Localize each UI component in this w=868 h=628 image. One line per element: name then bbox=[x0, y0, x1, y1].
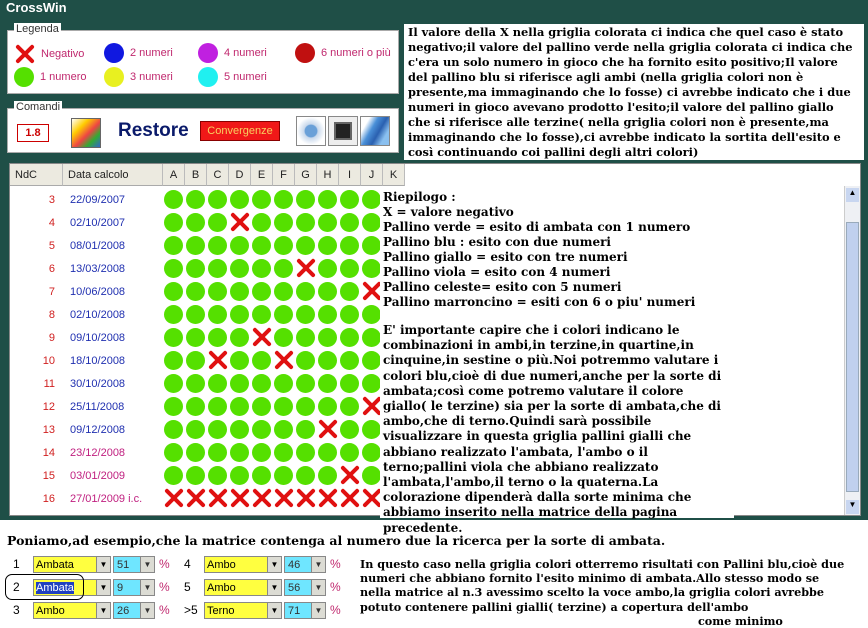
matrix-index: 5 bbox=[184, 580, 191, 594]
legend-label: 1 numero bbox=[40, 71, 87, 83]
legend-label: 2 numeri bbox=[130, 47, 173, 59]
green-dot-icon bbox=[296, 397, 315, 416]
green-dot-icon bbox=[208, 305, 227, 324]
green-dot-icon bbox=[164, 374, 183, 393]
negative-x-icon bbox=[207, 487, 229, 509]
negative-x-icon bbox=[251, 487, 273, 509]
selection-highlight bbox=[5, 574, 84, 600]
green-dot-icon bbox=[274, 282, 293, 301]
riepilogo-box bbox=[380, 188, 734, 535]
color-dot-icon bbox=[295, 43, 315, 63]
value-number: 26 bbox=[117, 604, 130, 617]
green-dot-icon bbox=[274, 213, 293, 232]
sorte-select[interactable] bbox=[33, 556, 111, 573]
green-dot-icon bbox=[318, 328, 337, 347]
column-header[interactable]: F bbox=[273, 164, 295, 186]
green-dot-icon bbox=[362, 190, 381, 209]
row-date: 18/10/2008 bbox=[70, 354, 126, 367]
row-date: 13/03/2008 bbox=[70, 262, 126, 275]
value-select[interactable] bbox=[284, 602, 326, 619]
chevron-down-icon[interactable]: ▼ bbox=[311, 557, 325, 572]
green-dot-icon bbox=[362, 420, 381, 439]
sorte-value: Ambata bbox=[36, 581, 74, 594]
matrix-index: 3 bbox=[13, 603, 20, 617]
riepilogo-line: Pallino blu : esito con due numeri bbox=[383, 235, 611, 249]
negative-x-icon bbox=[273, 349, 295, 371]
green-dot-icon bbox=[252, 190, 271, 209]
chevron-down-icon[interactable]: ▼ bbox=[96, 580, 110, 595]
green-dot-icon bbox=[296, 443, 315, 462]
negative-x-icon bbox=[295, 257, 317, 279]
matrix-index: >5 bbox=[184, 603, 198, 617]
row-number: 8 bbox=[48, 308, 55, 321]
value-number: 71 bbox=[288, 604, 301, 617]
sorte-select[interactable] bbox=[204, 602, 282, 619]
sorte-value: Ambata bbox=[36, 558, 74, 571]
green-dot-icon bbox=[274, 420, 293, 439]
chevron-down-icon[interactable]: ▼ bbox=[311, 580, 325, 595]
green-dot-icon bbox=[252, 236, 271, 255]
riepilogo-line: Pallino giallo = esito con tre numeri bbox=[383, 250, 628, 264]
green-dot-icon bbox=[340, 259, 359, 278]
value-number: 51 bbox=[117, 558, 130, 571]
green-dot-icon bbox=[208, 236, 227, 255]
row-number: 13 bbox=[42, 423, 55, 436]
legend-item bbox=[198, 67, 267, 87]
percent-sign: % bbox=[330, 580, 341, 594]
value-select[interactable] bbox=[113, 556, 155, 573]
green-dot-icon bbox=[164, 305, 183, 324]
row-date: 09/12/2008 bbox=[70, 423, 126, 436]
value-select[interactable] bbox=[113, 579, 155, 596]
green-dot-icon bbox=[164, 397, 183, 416]
row-date: 27/01/2009 i.c. bbox=[70, 492, 143, 505]
green-dot-icon bbox=[318, 374, 337, 393]
green-dot-icon bbox=[164, 420, 183, 439]
green-dot-icon bbox=[186, 236, 205, 255]
riepilogo-line: Pallino marroncino = esiti con 6 o piu' numeri bbox=[383, 295, 696, 309]
green-dot-icon bbox=[318, 466, 337, 485]
comandi-title: Comandi bbox=[16, 101, 61, 113]
chevron-down-icon[interactable]: ▼ bbox=[311, 603, 325, 618]
negative-x-icon bbox=[229, 487, 251, 509]
green-dot-icon bbox=[340, 351, 359, 370]
green-dot-icon bbox=[208, 397, 227, 416]
row-date: 25/11/2008 bbox=[70, 400, 125, 413]
green-dot-icon bbox=[208, 328, 227, 347]
green-dot-icon bbox=[252, 213, 271, 232]
sorte-select[interactable] bbox=[204, 579, 282, 596]
green-dot-icon bbox=[252, 282, 271, 301]
green-dot-icon bbox=[230, 420, 249, 439]
green-dot-icon bbox=[318, 397, 337, 416]
green-dot-icon bbox=[340, 420, 359, 439]
column-header[interactable]: H bbox=[317, 164, 339, 186]
negative-x-icon bbox=[317, 418, 339, 440]
row-date: 08/01/2008 bbox=[70, 239, 126, 252]
row-number: 10 bbox=[42, 354, 55, 367]
color-dot-icon bbox=[198, 67, 218, 87]
row-number: 16 bbox=[42, 492, 55, 505]
save-icon[interactable] bbox=[328, 116, 358, 146]
green-dot-icon bbox=[186, 328, 205, 347]
green-dot-icon bbox=[296, 328, 315, 347]
green-dot-icon bbox=[230, 374, 249, 393]
green-dot-icon bbox=[318, 282, 337, 301]
row-number: 14 bbox=[42, 446, 55, 459]
negative-x-icon bbox=[207, 349, 229, 371]
column-header[interactable]: E bbox=[251, 164, 273, 186]
green-dot-icon bbox=[252, 259, 271, 278]
riepilogo-line: X = valore negativo bbox=[383, 205, 514, 219]
green-dot-icon bbox=[318, 190, 337, 209]
matrix-index: 1 bbox=[13, 557, 20, 571]
value-select[interactable] bbox=[284, 556, 326, 573]
grid-scrollbar[interactable]: ▲ ▼ bbox=[844, 186, 860, 516]
green-dot-icon bbox=[362, 305, 381, 324]
sorte-value: Ambo bbox=[207, 581, 236, 594]
green-dot-icon bbox=[186, 351, 205, 370]
green-dot-icon bbox=[164, 259, 183, 278]
green-dot-icon bbox=[186, 305, 205, 324]
green-dot-icon bbox=[186, 420, 205, 439]
riepilogo-line: Pallino verde = esito di ambata con 1 numero bbox=[383, 220, 691, 234]
green-dot-icon bbox=[340, 443, 359, 462]
chevron-down-icon[interactable]: ▼ bbox=[96, 603, 110, 618]
final-tail: come minimo bbox=[698, 614, 783, 628]
green-dot-icon bbox=[164, 190, 183, 209]
green-dot-icon bbox=[318, 259, 337, 278]
row-number: 3 bbox=[48, 193, 55, 206]
green-dot-icon bbox=[230, 305, 249, 324]
green-dot-icon bbox=[362, 443, 381, 462]
color-dot-icon bbox=[198, 43, 218, 63]
sorte-value: Ambo bbox=[207, 558, 236, 571]
green-dot-icon bbox=[208, 466, 227, 485]
legend-label: 6 numeri o più bbox=[321, 47, 391, 59]
green-dot-icon bbox=[186, 374, 205, 393]
green-dot-icon bbox=[296, 466, 315, 485]
negative-x-icon bbox=[317, 487, 339, 509]
riepilogo-line: Pallino celeste= esito con 5 numeri bbox=[383, 280, 622, 294]
green-dot-icon bbox=[164, 443, 183, 462]
row-date: 22/09/2007 bbox=[70, 193, 126, 206]
green-dot-icon bbox=[362, 328, 381, 347]
window-title: CrossWin bbox=[6, 0, 67, 15]
column-header[interactable]: I bbox=[339, 164, 361, 186]
green-dot-icon bbox=[230, 190, 249, 209]
green-dot-icon bbox=[208, 443, 227, 462]
legenda-group bbox=[7, 23, 399, 94]
green-dot-icon bbox=[208, 374, 227, 393]
green-dot-icon bbox=[252, 351, 271, 370]
green-dot-icon bbox=[164, 351, 183, 370]
green-dot-icon bbox=[296, 213, 315, 232]
percent-sign: % bbox=[159, 603, 170, 617]
green-dot-icon bbox=[362, 259, 381, 278]
green-dot-icon bbox=[274, 374, 293, 393]
sorte-select[interactable] bbox=[33, 602, 111, 619]
books-icon[interactable] bbox=[360, 116, 390, 146]
green-dot-icon bbox=[186, 443, 205, 462]
green-dot-icon bbox=[362, 374, 381, 393]
green-dot-icon bbox=[274, 236, 293, 255]
matrix-index: 4 bbox=[184, 557, 191, 571]
percent-sign: % bbox=[330, 603, 341, 617]
column-header[interactable]: C bbox=[207, 164, 229, 186]
green-dot-icon bbox=[274, 443, 293, 462]
example-title: Poniamo,ad esempio,che la matrice contenga al numero due la ricerca per la sorte di ambata. bbox=[7, 533, 666, 548]
sorte-select[interactable] bbox=[204, 556, 282, 573]
negative-x-icon bbox=[229, 211, 251, 233]
green-dot-icon bbox=[318, 351, 337, 370]
green-dot-icon bbox=[252, 466, 271, 485]
green-dot-icon bbox=[362, 236, 381, 255]
row-number: 4 bbox=[48, 216, 55, 229]
row-number: 7 bbox=[48, 285, 55, 298]
green-dot-icon bbox=[252, 305, 271, 324]
column-header[interactable]: NdC bbox=[10, 164, 63, 186]
green-dot-icon bbox=[296, 282, 315, 301]
row-number: 6 bbox=[48, 262, 55, 275]
green-dot-icon bbox=[164, 328, 183, 347]
green-dot-icon bbox=[208, 259, 227, 278]
negative-x-icon bbox=[295, 487, 317, 509]
chevron-down-icon[interactable]: ▼ bbox=[96, 557, 110, 572]
value-number: 56 bbox=[288, 581, 301, 594]
row-date: 03/01/2009 bbox=[70, 469, 126, 482]
green-dot-icon bbox=[296, 236, 315, 255]
green-dot-icon bbox=[230, 397, 249, 416]
comandi-group bbox=[7, 101, 399, 153]
sorte-value: Terno bbox=[207, 604, 235, 617]
green-dot-icon bbox=[230, 466, 249, 485]
row-number: 15 bbox=[42, 469, 55, 482]
color-dot-icon bbox=[14, 67, 34, 87]
row-date: 23/12/2008 bbox=[70, 446, 126, 459]
green-dot-icon bbox=[340, 282, 359, 301]
legend-item bbox=[104, 67, 173, 87]
restore-button[interactable]: Restore bbox=[118, 120, 189, 141]
negative-x-icon bbox=[163, 487, 185, 509]
green-dot-icon bbox=[230, 443, 249, 462]
value-number: 46 bbox=[288, 558, 301, 571]
green-dot-icon bbox=[362, 351, 381, 370]
green-dot-icon bbox=[340, 236, 359, 255]
green-dot-icon bbox=[208, 190, 227, 209]
green-dot-icon bbox=[274, 259, 293, 278]
value-number: 9 bbox=[117, 581, 124, 594]
green-dot-icon bbox=[296, 420, 315, 439]
green-dot-icon bbox=[340, 305, 359, 324]
matrix-index: 2 bbox=[13, 580, 20, 594]
riepilogo-line: Pallino viola = esito con 4 numeri bbox=[383, 265, 611, 279]
green-dot-icon bbox=[340, 190, 359, 209]
green-dot-icon bbox=[186, 397, 205, 416]
legenda-title: Legenda bbox=[16, 23, 59, 35]
column-header[interactable]: D bbox=[229, 164, 251, 186]
row-date: 02/10/2008 bbox=[70, 308, 126, 321]
green-dot-icon bbox=[230, 259, 249, 278]
column-header[interactable]: B bbox=[185, 164, 207, 186]
column-header[interactable]: G bbox=[295, 164, 317, 186]
legend-label: 3 numeri bbox=[130, 71, 173, 83]
green-dot-icon bbox=[362, 213, 381, 232]
green-dot-icon bbox=[208, 282, 227, 301]
chevron-down-icon[interactable]: ▼ bbox=[267, 603, 281, 618]
green-dot-icon bbox=[208, 213, 227, 232]
green-dot-icon bbox=[318, 213, 337, 232]
row-number: 11 bbox=[43, 377, 55, 390]
chevron-down-icon[interactable]: ▼ bbox=[140, 557, 154, 572]
negative-x-icon bbox=[339, 487, 361, 509]
negative-x-icon bbox=[185, 487, 207, 509]
green-dot-icon bbox=[340, 374, 359, 393]
value-field[interactable]: 1.8 bbox=[17, 124, 49, 142]
green-dot-icon bbox=[274, 328, 293, 347]
legend-item bbox=[104, 43, 173, 63]
green-dot-icon bbox=[252, 420, 271, 439]
row-date: 10/06/2008 bbox=[70, 285, 126, 298]
negative-x-icon bbox=[339, 464, 361, 486]
row-number: 12 bbox=[42, 400, 55, 413]
green-dot-icon bbox=[252, 443, 271, 462]
green-dot-icon bbox=[230, 282, 249, 301]
convergenze-button[interactable]: Convergenze bbox=[200, 121, 280, 141]
green-dot-icon bbox=[274, 397, 293, 416]
color-dot-icon bbox=[104, 67, 124, 87]
green-dot-icon bbox=[186, 259, 205, 278]
legend-label: 5 numeri bbox=[224, 71, 267, 83]
green-dot-icon bbox=[186, 466, 205, 485]
percent-sign: % bbox=[159, 580, 170, 594]
green-dot-icon bbox=[164, 466, 183, 485]
sorte-value: Ambo bbox=[36, 604, 65, 617]
green-dot-icon bbox=[164, 236, 183, 255]
green-dot-icon bbox=[274, 305, 293, 324]
green-dot-icon bbox=[208, 420, 227, 439]
green-dot-icon bbox=[186, 282, 205, 301]
green-dot-icon bbox=[296, 190, 315, 209]
green-dot-icon bbox=[230, 351, 249, 370]
settings-icon[interactable] bbox=[296, 116, 326, 146]
percent-sign: % bbox=[330, 557, 341, 571]
green-dot-icon bbox=[164, 213, 183, 232]
row-date: 09/10/2008 bbox=[70, 331, 126, 344]
green-dot-icon bbox=[296, 374, 315, 393]
column-header[interactable]: A bbox=[163, 164, 185, 186]
legend-label: Negativo bbox=[41, 48, 85, 60]
legend-item bbox=[14, 43, 84, 65]
chart-icon[interactable] bbox=[71, 118, 101, 148]
green-dot-icon bbox=[296, 351, 315, 370]
negative-x-icon bbox=[251, 326, 273, 348]
green-dot-icon bbox=[362, 466, 381, 485]
green-dot-icon bbox=[340, 397, 359, 416]
green-dot-icon bbox=[318, 236, 337, 255]
green-dot-icon bbox=[230, 236, 249, 255]
chevron-down-icon[interactable]: ▼ bbox=[140, 603, 154, 618]
column-header[interactable]: K bbox=[383, 164, 405, 186]
chevron-down-icon[interactable]: ▼ bbox=[267, 580, 281, 595]
row-date: 30/10/2008 bbox=[70, 377, 126, 390]
important-text: E' importante capire che i colori indicano le combinazioni in ambi,in terzine,in quartine,in cinquine,in sestine o più.Noi potremmo valutare i colori blu,cioè di due numeri,anche per la sorte di ambata;così come potremo valutare il colore giallo( le terzine) sia per la sorte di ambata,che di ambo,che di terno.Quindi sarà possibile visualizzare in questa griglia pallini gialli che abbiano realizzato l'ambata, l'ambo o il terno;pallini viola che abbiano realizzato l'ambata,l'ambo,il terno o la quaterna.La colorazione dipenderà dalla sorte minima che abbiamo inserito nella matrice della pagina precedente. bbox=[383, 323, 722, 535]
percent-sign: % bbox=[159, 557, 170, 571]
color-dot-icon bbox=[104, 43, 124, 63]
green-dot-icon bbox=[230, 328, 249, 347]
column-header[interactable]: J bbox=[361, 164, 383, 186]
negative-x-icon bbox=[14, 43, 36, 65]
green-dot-icon bbox=[186, 213, 205, 232]
final-text: In questo caso nella griglia colori otterremo risultati con Pallini blu,cioè due numeri che abbiano fornito l'esito minimo di ambata.Allo stesso modo se nella matrice al n.3 avessimo scelto la voce ambo,la griglia colori avrebbe potuto contenere pallini gialli( terzine) a copertura dell'ambo bbox=[360, 557, 845, 614]
legend-item bbox=[14, 67, 86, 87]
legend-item bbox=[198, 43, 267, 63]
row-number: 5 bbox=[48, 239, 55, 252]
green-dot-icon bbox=[340, 328, 359, 347]
green-dot-icon bbox=[164, 282, 183, 301]
legend-label: 4 numeri bbox=[224, 47, 267, 59]
green-dot-icon bbox=[252, 374, 271, 393]
legend-item bbox=[295, 43, 391, 63]
green-dot-icon bbox=[340, 213, 359, 232]
chevron-down-icon[interactable]: ▼ bbox=[267, 557, 281, 572]
green-dot-icon bbox=[252, 397, 271, 416]
green-dot-icon bbox=[274, 466, 293, 485]
value-select[interactable] bbox=[113, 602, 155, 619]
intro-text: Il valore della X nella griglia colorata ci indica che quel caso è stato negativo;il valore del pallino verde nella griglia colorata ci indica che c'era un solo numero in gioco che ha fornito esito positivo;Il valore del pallino blu si riferisce agli ambi (nella griglia colori non è presente,ma immaginando che lo fosse) ci avrebbe indicato che i due numeri in gioco avevano prodotto l'esito;il valore del pallino giallo che si riferisce alle terzine( nella griglia colori non è presente,ma immaginando che lo fosse),ci avrebbe indicato la sortita dell'esito e così continuando coi pallini degli altri colori) bbox=[404, 24, 864, 160]
negative-x-icon bbox=[273, 487, 295, 509]
column-header[interactable]: Data calcolo bbox=[63, 164, 163, 186]
row-date: 02/10/2007 bbox=[70, 216, 126, 229]
chevron-down-icon[interactable]: ▼ bbox=[140, 580, 154, 595]
riepilogo-line: Riepilogo : bbox=[383, 190, 456, 204]
green-dot-icon bbox=[274, 190, 293, 209]
green-dot-icon bbox=[296, 305, 315, 324]
green-dot-icon bbox=[318, 305, 337, 324]
value-select[interactable] bbox=[284, 579, 326, 596]
row-number: 9 bbox=[48, 331, 55, 344]
green-dot-icon bbox=[318, 443, 337, 462]
green-dot-icon bbox=[186, 190, 205, 209]
